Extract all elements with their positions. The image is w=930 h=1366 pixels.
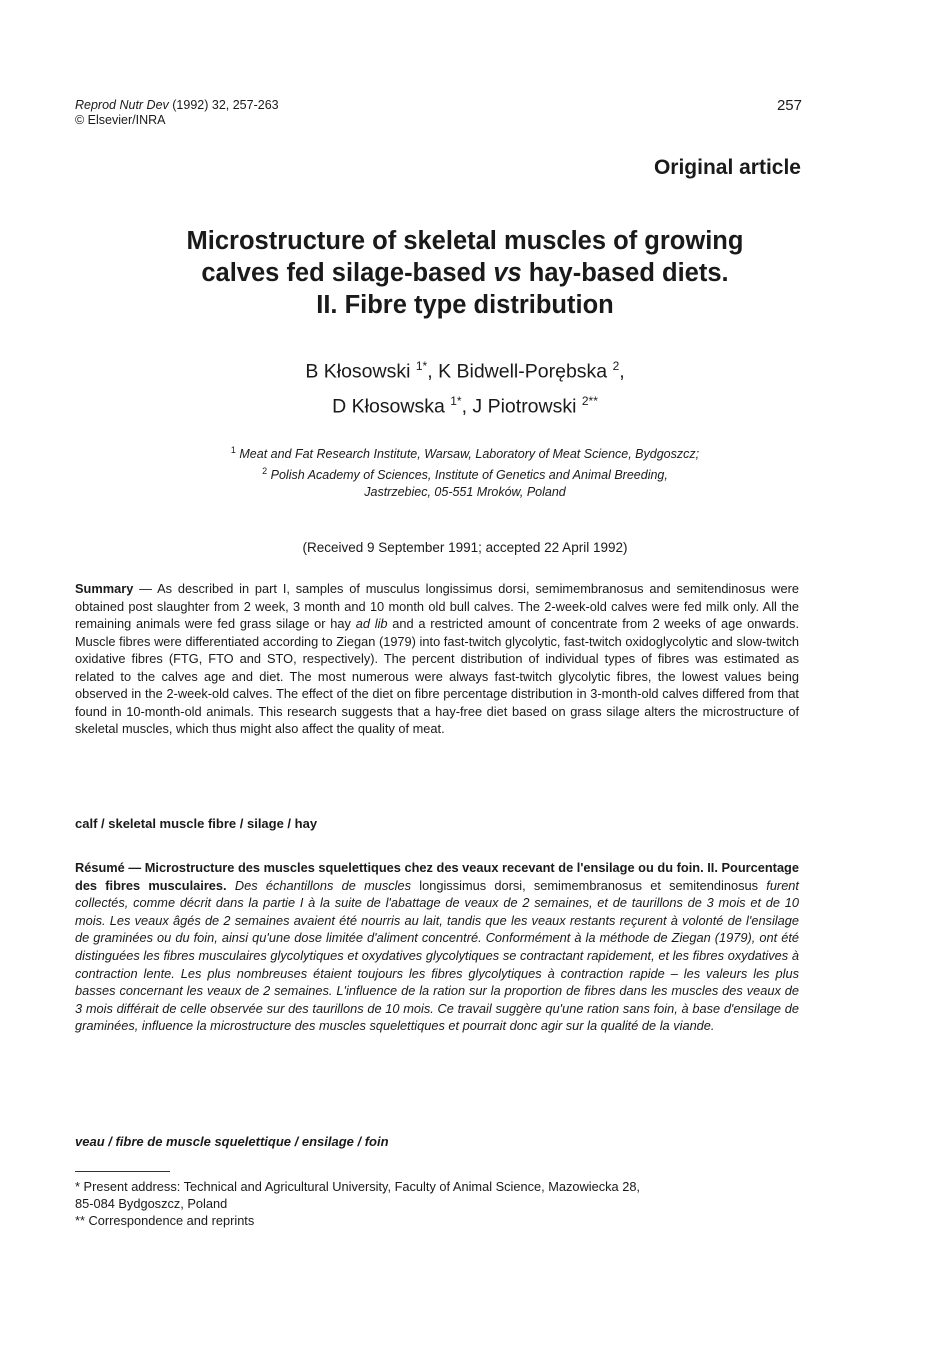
journal-name: Reprod Nutr Dev <box>75 98 169 112</box>
affiliation-2-marker: 2 <box>262 466 268 477</box>
author-1: B Kłosowski <box>305 360 416 383</box>
affiliation-2 <box>60 463 870 484</box>
footnote-present-address-cont: 85-084 Bydgoszcz, Poland <box>75 1196 228 1211</box>
keywords-french: veau / fibre de muscle squelettique / ensilage / foin <box>75 1134 389 1149</box>
authors-line-1 <box>60 352 870 387</box>
page-number: 257 <box>776 97 802 114</box>
footnotes <box>75 1178 805 1229</box>
author-1-affil: 1* <box>415 359 428 373</box>
footnote-divider <box>75 1171 170 1172</box>
received-dates: (Received 9 September 1991; accepted 22 April 1992) <box>302 540 628 555</box>
keywords-english: calf / skeletal muscle fibre / silage / hay <box>75 816 318 831</box>
publisher-line: © Elsevier/INRA <box>75 113 166 127</box>
resume-text-1: Des échantillons de muscles <box>226 877 420 893</box>
affiliation-1-marker: 1 <box>230 445 236 455</box>
author-separator: , <box>427 360 439 383</box>
affiliation-2-address: Jastrzebiec, 05-551 Mroków, Poland <box>364 485 566 500</box>
author-2-affil: 2 <box>612 359 620 373</box>
author-3: D Kłosowska <box>332 395 451 417</box>
title-line-3: II. Fibre type distribution <box>316 291 614 319</box>
title-line-1: Microstructure of skeletal muscles of growing <box>186 227 744 255</box>
affiliation-2-text: Polish Academy of Sciences, Institute of Genetics and Animal Breeding, <box>267 468 668 483</box>
title-vs: vs <box>493 259 522 287</box>
summary-text-1: — As described in part I, samples of musculus longissimus dorsi, semimembranosus and semitendinosus were obtained post slaughter from 2 week, 3 month and 10 month old bull calves. The 2-week-old calves were fed milk only. All the remaining animals were fed grass silage or hay <box>75 581 799 631</box>
summary-label: Summary <box>75 581 134 596</box>
author-separator: , <box>619 360 625 383</box>
article-type: Original article <box>653 156 801 179</box>
summary-ad-lib: ad lib <box>355 616 388 631</box>
title-line-2-start: calves fed silage-based <box>201 259 494 287</box>
author-2: K Bidwell-Porębska <box>438 360 613 383</box>
authors-line-2 <box>60 387 870 422</box>
summary-text-2: and a restricted amount of concentrate from 2 weeks of age onwards. Muscle fibres were differentiated according to Ziegan (1979) into fast-twitch glycolytic, fast-twitch oxidoglycolytic and slow-twitch oxidative fibres (FTG, FTO and STO, respectively). The percent distribution of individual types of fibres was estimated as related to the calves age and diet. The most numerous were always fast-twitch glycolytic fibres, the lowest values being observed in the 2-week-old calves. The effect of the diet on fibre percentage distribution in 3-month-old calves differed from that found in 10-month-old animals. This research suggests that a hay-free diet based on grass silage alters the microstructure of skeletal muscles, which thus might also affect the quality of meat. <box>75 616 800 736</box>
summary-abstract <box>75 580 799 738</box>
author-3-affil: 1* <box>450 393 462 408</box>
resume-abstract <box>75 859 799 1035</box>
title-line-2-end: hay-based diets. <box>521 259 729 287</box>
authors <box>60 352 870 421</box>
author-4: J Piotrowski <box>472 395 582 417</box>
affiliation-1 <box>60 442 870 463</box>
footnote-present-address: * Present address: Technical and Agricultural University, Faculty of Animal Science, Mazowiecka 28, <box>75 1179 640 1194</box>
citation-details: (1992) 32, 257-263 <box>168 98 279 112</box>
running-header <box>75 98 279 128</box>
footnote-correspondence: ** Correspondence and reprints <box>75 1213 255 1228</box>
resume-title: Résumé — Microstructure des muscles squelettiques chez des veaux recevant de l'ensilage ou du foin. II. Pourcentage des fibres musculaires. <box>75 860 799 893</box>
author-separator: , <box>461 395 473 417</box>
citation-line <box>75 98 279 113</box>
affiliation-1-text: Meat and Fat Research Institute, Warsaw, Laboratory of Meat Science, Bydgoszcz; <box>235 447 700 462</box>
paper-title <box>60 225 870 321</box>
affiliations <box>60 442 870 501</box>
resume-text-2: furent collectés, comme décrit dans la partie I à la suite de l'abattage de veaux de 2 semaines, et de taurillons de 3 mois et de 10 mois. Les veaux âgés de 2 semaines avaient été nourris au lait, tandis que les veaux restants reçurent à volonté de l'ensilage de graminées ou du foin, ainsi qu'une dose limitée d'aliment concentré. Conformément à la méthode de Ziegan (1979), ont été distinguées les fibres musculaires glycolytiques et oxydatives glycolytiques se contractant rapidement, et les fibres oxydatives à contraction lente. Les plus nombreuses étaient toujours les fibres glycolytiques à contraction rapide – les valeurs les plus basses concernant les veaux de 2 semaines. L'influence de la ration sur la proportion de fibres dans les muscles des veaux de 3 mois différait de celle observée sur des taurillons de 10 mois. Ce travail suggère qu'une ration sans foin, à base d'ensilage de graminées, influence la microstructure des muscles squelettiques et pourrait donc agir sur la qualité de la viande. <box>75 877 799 1034</box>
resume-muscle-names: longissimus dorsi, semimembranosus et semitendinosus <box>419 877 759 893</box>
author-4-affil: 2** <box>581 393 598 408</box>
title-line-2 <box>60 257 870 289</box>
